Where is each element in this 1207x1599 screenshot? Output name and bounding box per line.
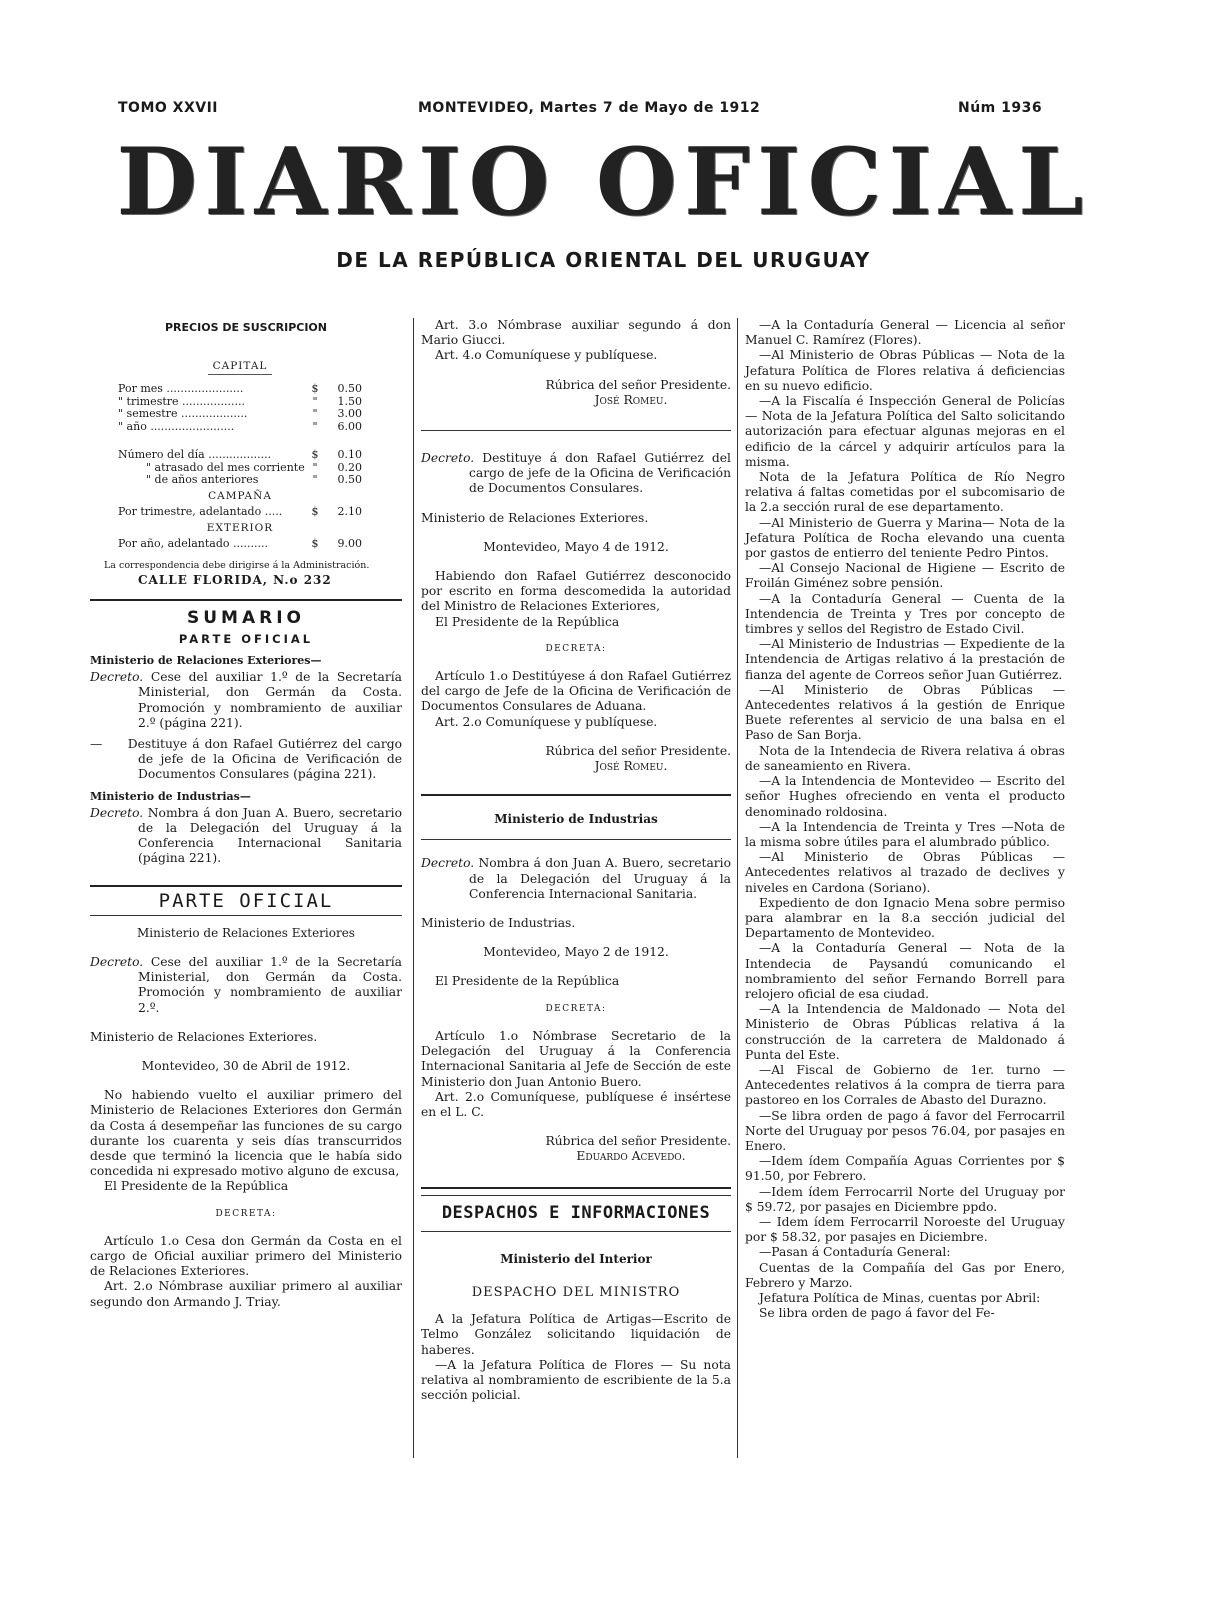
divider: [421, 430, 731, 431]
decree-summary: [421, 451, 731, 497]
despacho-item: —A la Contaduría General — Licencia al señor Manuel C. Ramírez (Flores).: [745, 318, 1065, 348]
column-1: [90, 318, 402, 1310]
decree-body: No habiendo vuelto el auxiliar primero del Ministerio de Relaciones Exteriores don Germán da Costa á desempeñar las funciones de su cargo durante los cuarenta y seis días transcurridos desde que terminó la licencia que le había sido concedida ni expresado motivo alguno de excusa,: [90, 1088, 402, 1179]
correspondence-note: La correspondencia debe dirigirse á la Administración.: [104, 560, 370, 572]
despacho-ministro-heading: DESPACHO DEL MINISTRO: [471, 1284, 681, 1300]
column-2: [421, 318, 731, 1403]
price-value: 1.50: [337, 394, 362, 408]
campana-label: CAMPAÑA: [208, 489, 272, 502]
price-label: " de años anteriores: [146, 474, 259, 487]
decree-summary-text: Cese del auxiliar 1.º de la Secretaría Ministerial, don Germán da Costa. Promoción y nombramiento de auxiliar 2.º.: [138, 954, 402, 1015]
summary-item-text: Destituye á don Rafael Gutiérrez del cargo de jefe de la Oficina de Verificación de Documentos Consulares (página 221).: [127, 736, 403, 782]
price-value: 9.00: [337, 536, 362, 550]
decree-president: El Presidente de la República: [435, 614, 620, 629]
decree-summary: [421, 856, 731, 902]
divider: [90, 599, 402, 601]
decree-president: El Presidente de la República: [104, 1179, 289, 1194]
despacho-item: —Idem ídem Ferrocarril Norte del Uruguay por $ 59.72, por pasajes en Diciembre ppdo.: [745, 1184, 1065, 1214]
decree-summary-text: Destituye á don Rafael Gutiérrez del cargo de jefe de la Oficina de Verificación de Documentos Consulares.: [469, 451, 731, 496]
price-label: " año ........................: [118, 420, 235, 433]
signature-name: José Romeu.: [594, 759, 668, 774]
despacho-item: —A la Contaduría General — Nota de la Intendecia de Paysandú comunicando el nombramiento del señor Fernando Borrell para relojero oficial de esa ciudad.: [745, 941, 1065, 1001]
signature-name: José Romeu.: [594, 392, 668, 407]
despacho-item: —A la Contaduría General — Cuenta de la Intendencia de Treinta y Tres por concepto de timbres y sellos del Registro de Estado Civil.: [745, 591, 1065, 637]
divider: [421, 839, 731, 840]
price-currency: ": [312, 407, 318, 421]
price-value: 2.10: [337, 505, 362, 519]
despacho-item: —Al Ministerio de Guerra y Marina— Nota de la Jefatura Política de Rocha elevando una cuenta por gastos de entierro del teniente Pedro Pintos.: [745, 515, 1065, 561]
price-row: [118, 538, 362, 551]
price-value: 0.20: [337, 460, 362, 474]
divider: [421, 1187, 731, 1189]
summary-item-lead: Decreto.: [90, 805, 144, 820]
summary-item-text: Nombra á don Juan A. Buero, secretario de la Delegación del Uruguay á la Conferencia Internacional Sanitaria (página 221).: [138, 805, 402, 866]
decreta-label: DECRETA:: [545, 1003, 607, 1014]
subscription-title: PRECIOS DE SUSCRIPCION: [165, 321, 327, 334]
price-value: 0.10: [337, 448, 362, 462]
price-label: Por mes ......................: [118, 383, 244, 396]
address: CALLE FLORIDA, N.o 232: [138, 573, 332, 588]
despacho-item: A la Jefatura Política de Artigas—Escrito de Telmo González solicitando liquidación de haberes.: [421, 1312, 731, 1357]
despacho-item: Se libra orden de pago á favor del Fe-: [759, 1306, 995, 1321]
decree-summary: [90, 955, 402, 1016]
column-rule: [413, 318, 414, 1458]
ministry-line: Ministerio de Relaciones Exteriores.: [90, 1029, 318, 1044]
price-currency: ": [312, 394, 318, 408]
summary-item: [90, 806, 402, 867]
price-currency: $: [311, 505, 319, 519]
price-row: [118, 449, 362, 462]
summary-item-text: Cese del auxiliar 1.º de la Secretaría Ministerial, don Germán da Costa. Promoción y nombramiento de auxiliar 2.º (página 221).: [138, 670, 402, 730]
price-value: 6.00: [337, 419, 362, 433]
parte-oficial-heading: PARTE OFICIAL: [158, 889, 334, 912]
sumario-heading: SUMARIO: [187, 607, 305, 628]
despachos-heading: DESPACHOS E INFORMACIONES: [441, 1202, 711, 1223]
divider: [90, 885, 402, 887]
decree-date: Montevideo, Mayo 4 de 1912.: [483, 539, 669, 554]
dateline: MONTEVIDEO, Martes 7 de Mayo de 1912: [418, 100, 761, 116]
column-rule: [737, 318, 738, 1458]
signature-note: Rúbrica del señor Presidente.: [545, 743, 731, 758]
decree-body: Habiendo don Rafael Gutiérrez desconocido por escrito en forma descomedida la autoridad del Ministro de Relaciones Exteriores,: [421, 569, 731, 614]
despacho-item: — Idem ídem Ferrocarril Noroeste del Uruguay por $ 58.32, por pasajes en Diciembre.: [745, 1214, 1065, 1245]
price-currency: $: [311, 382, 319, 396]
despacho-item: Nota de la Jefatura Política de Río Negro relativa á faltas cometidas por el subcomisario de la 2.a sección rural de ese departamento.: [745, 470, 1065, 515]
summary-item: [90, 670, 402, 731]
despacho-item: —Al Ministerio de Obras Públicas — Antecedentes relativos al trazado de declives y niveles en Cardona (Soriano).: [745, 850, 1065, 895]
price-label: Número del día ..................: [118, 449, 272, 462]
tomo-label: TOMO XXVII: [118, 100, 218, 116]
despacho-item: —A la Jefatura Política de Flores — Su nota relativa al nombramiento de escribiente de la 5.a sección policial.: [421, 1357, 731, 1403]
price-value: 0.50: [337, 473, 362, 487]
signature-note: Rúbrica del señor Presidente.: [545, 1134, 731, 1149]
despacho-item: —A la Intendencia de Maldonado — Nota del Ministerio de Obras Públicas relativa á la construcción de la carretera de Maldonado á Punta del Este.: [745, 1002, 1065, 1062]
column-3: [745, 318, 1065, 1321]
decreta-label: DECRETA:: [545, 643, 607, 654]
divider: [90, 915, 402, 916]
masthead-subtitle: DE LA REPÚBLICA ORIENTAL DEL URUGUAY: [336, 248, 871, 272]
exterior-label: EXTERIOR: [206, 521, 274, 534]
decreta-label: DECRETA:: [215, 1208, 277, 1219]
decree-article: Artículo 1.o Nómbrase Secretario de la Delegación del Uruguay á la Conferencia Internacional Sanitaria al Jefe de Sección de este Ministerio don Juan Antonio Buero.: [421, 1028, 731, 1089]
despacho-item: —Al Ministerio de Industrias — Expediente de la Intendencia de Artigas relativo á la prestación de fianza del agente de Correos señor Juan Gutiérrez.: [745, 637, 1065, 682]
price-value: 0.50: [337, 382, 362, 396]
price-currency: ": [312, 473, 318, 487]
summary-item-lead: —: [90, 736, 103, 751]
price-label: Por trimestre, adelantado .....: [118, 506, 283, 519]
despacho-item: —Al Ministerio de Obras Públicas — Antecedentes relativos á la gestión de Enrique Buete referentes al servicio de una balsa en el Paso de San Borja.: [745, 682, 1065, 743]
signature-name: Eduardo Acevedo.: [576, 1149, 686, 1164]
decree-article: Artículo 1.o Cesa don Germán da Costa en el cargo de Oficial auxiliar primero del Ministerio de Relaciones Exteriores.: [90, 1233, 402, 1279]
ministry-heading: Ministerio del Interior: [500, 1251, 652, 1266]
price-currency: $: [311, 448, 319, 462]
decree-lead: Decreto.: [90, 954, 144, 969]
despacho-item: —Al Ministerio de Obras Públicas — Nota de la Jefatura Política de Flores relativa á deficiencias en su nuevo edificio.: [745, 348, 1065, 393]
ministry-heading: Ministerio de Industrias: [494, 812, 658, 827]
despacho-item: —A la Intendencia de Treinta y Tres —Nota de la misma sobre útiles para el alumbrado público.: [745, 819, 1065, 849]
despacho-item: Expediento de don Ignacio Mena sobre permiso para alambrar en la 8.a sección judicial del Departamento de Montevideo.: [745, 895, 1065, 941]
price-row: [118, 474, 362, 487]
decree-article: Art. 2.o Comuníquese y publíquese.: [435, 714, 658, 729]
despacho-item: Nota de la Intendecia de Rivera relativa á obras de saneamiento en Rivera.: [745, 743, 1065, 773]
capital-label: CAPITAL: [208, 359, 272, 375]
despacho-item: —A la Fiscalía é Inspección General de Policías — Nota de la Jefatura Política del Salto solicitando autorización para efectuar algunas mejoras en el edificio de la cárcel y adquirir artículos para la misma.: [745, 394, 1065, 469]
decree-date: Montevideo, Mayo 2 de 1912.: [483, 945, 669, 960]
despacho-item: —Al Fiscal de Gobierno de 1er. turno —Antecedentes relativos á la compra de tierra para pastoreo en los Corrales de Abasto del Durazno.: [745, 1062, 1065, 1108]
masthead-title: DIARIO OFICIAL: [116, 127, 1091, 236]
price-currency: $: [311, 536, 319, 550]
ministry-line: Ministerio de Industrias.: [421, 916, 576, 931]
divider: [421, 794, 731, 796]
ministry-heading: Ministerio de Relaciones Exteriores—: [90, 653, 322, 667]
despacho-item: —Pasan á Contaduría General:: [759, 1245, 951, 1260]
price-row: [118, 408, 362, 421]
despacho-item: —Se libra orden de pago á favor del Ferrocarril Norte del Uruguay por pesos 76.04, por pasajes en Enero.: [745, 1108, 1065, 1153]
price-label: " trimestre ..................: [118, 395, 245, 408]
decree-article: Artículo 1.o Destitúyese á don Rafael Gutiérrez del cargo de Jefe de la Oficina de Verificación de Documentos Consulares de Aduana.: [421, 669, 731, 714]
summary-item-lead: Decreto.: [90, 670, 144, 685]
decree-lead: Decreto.: [421, 856, 475, 871]
decree-article: Art. 2.o Nómbrase auxiliar primero al auxiliar segundo don Armando J. Triay.: [90, 1279, 402, 1309]
signature-note: Rúbrica del señor Presidente.: [545, 377, 731, 392]
decree-article: Art. 4.o Comuníquese y publíquese.: [435, 348, 658, 363]
issue-number: Núm 1936: [958, 100, 1043, 116]
price-row: [118, 421, 362, 434]
despacho-item: Cuentas de la Compañía del Gas por Enero, Febrero y Marzo.: [745, 1260, 1065, 1290]
decree-summary-text: Nombra á don Juan A. Buero, secretario de la Delegación del Uruguay á la Conferencia Internacional Sanitaria.: [469, 856, 731, 901]
price-value: 3.00: [337, 407, 362, 421]
summary-item: [90, 737, 402, 783]
price-currency: ": [312, 419, 318, 433]
decree-president: El Presidente de la República: [435, 974, 620, 989]
despacho-item: Jefatura Política de Minas, cuentas por Abril:: [759, 1291, 1041, 1305]
divider: [421, 1195, 731, 1196]
price-row: [118, 462, 362, 475]
price-label: " semestre ...................: [118, 408, 248, 421]
despacho-item: —Al Consejo Nacional de Higiene — Escrito de Froilán Giménez sobre pensión.: [745, 561, 1065, 591]
price-currency: ": [312, 460, 318, 474]
decree-article: Art. 3.o Nómbrase auxiliar segundo á don Mario Giucci.: [421, 318, 731, 348]
decree-lead: Decreto.: [421, 451, 475, 466]
ministry-heading: Ministerio de Relaciones Exteriores: [137, 925, 355, 940]
price-label: Por año, adelantado ..........: [118, 537, 268, 550]
divider: [421, 1231, 731, 1232]
price-row: [118, 383, 362, 396]
ministry-heading: Ministerio de Industrias—: [90, 789, 251, 803]
price-label: " atrasado del mes corriente: [146, 461, 305, 474]
despacho-item: —Idem ídem Compañía Aguas Corrientes por $ 91.50, por Febrero.: [745, 1154, 1065, 1184]
despacho-item: —A la Intendencia de Montevideo — Escrito del señor Hughes ofreciendo en venta el producto denominado roldosina.: [745, 774, 1065, 819]
decree-date: Montevideo, 30 de Abril de 1912.: [141, 1058, 351, 1073]
parte-oficial-subheading: PARTE OFICIAL: [178, 631, 314, 646]
ministry-line: Ministerio de Relaciones Exteriores.: [421, 510, 649, 525]
decree-article: Art. 2.o Comuníquese, publíquese é insértese en el L. C.: [421, 1089, 731, 1119]
price-row: [118, 396, 362, 409]
price-row: [118, 506, 362, 519]
